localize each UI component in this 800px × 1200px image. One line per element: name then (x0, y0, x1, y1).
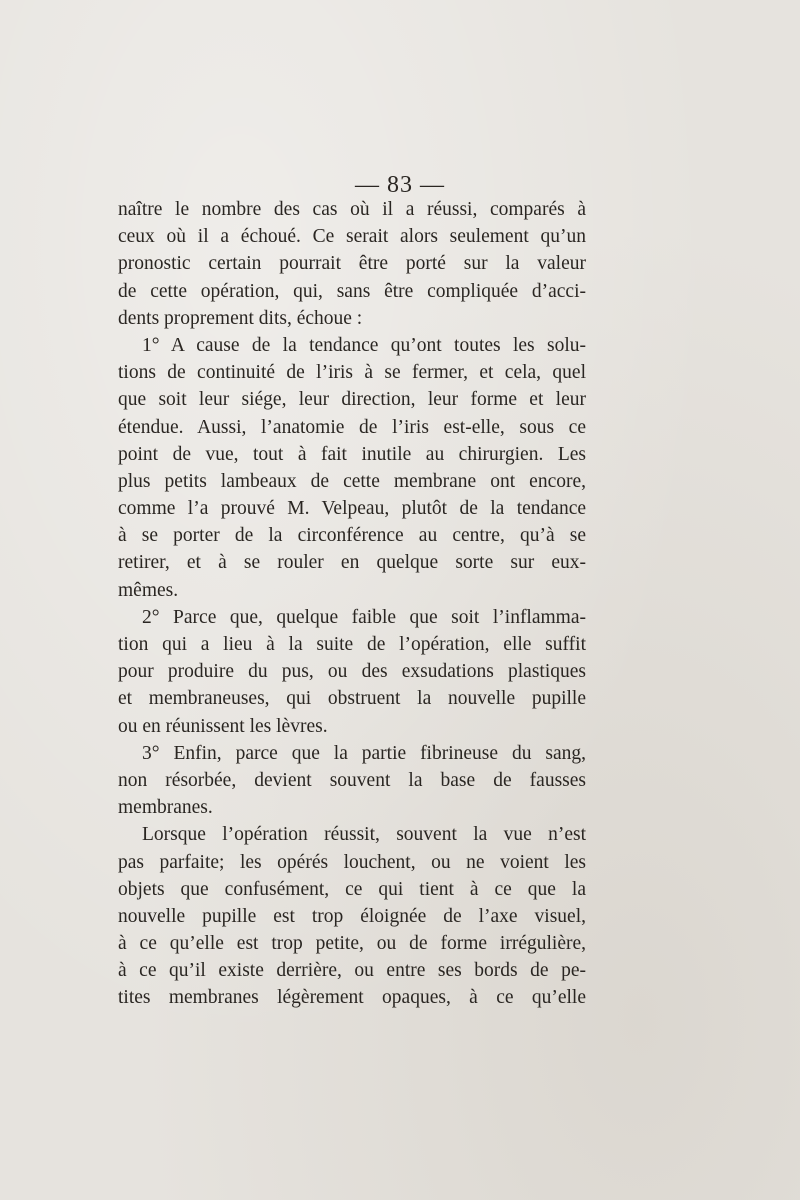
text-line: tites membranes légèrement opaques, à ce qu’elle (118, 987, 586, 1009)
text-line: nouvelle pupille est trop éloignée de l’axe visuel, (118, 905, 586, 927)
text-line: retirer, et à se rouler en quelque sorte sur eux- (118, 552, 586, 574)
text-line: de cette opération, qui, sans être compliquée d’acci- (118, 280, 586, 302)
text-line: pas parfaite; les opérés louchent, ou ne voient les (118, 851, 586, 873)
text-line: point de vue, tout à fait inutile au chirurgien. Les (118, 443, 586, 465)
text-line: non résorbée, devient souvent la base de fausses (118, 769, 586, 791)
text-line: à se porter de la circonférence au centre, qu’à se (118, 525, 586, 547)
text-line: pour produire du pus, ou des exsudations plastiques (118, 661, 586, 683)
text-line: que soit leur siége, leur direction, leur forme et leur (118, 389, 586, 411)
text-line: 3° Enfin, parce que la partie fibrineuse du sang, (142, 742, 586, 764)
text-line: tions de continuité de l’iris à se fermer, et cela, quel (118, 362, 586, 384)
text-line: ou en réunissent les lèvres. (118, 715, 328, 737)
text-line: mêmes. (118, 579, 179, 601)
page-number: — 83 — (355, 172, 445, 198)
text-line: objets que confusément, ce qui tient à ce que la (118, 878, 586, 900)
text-line: et membraneuses, qui obstruent la nouvelle pupille (118, 688, 586, 710)
text-line: membranes. (118, 797, 213, 819)
body-text (118, 196, 586, 1012)
text-line: à ce qu’elle est trop petite, ou de forme irrégulière, (118, 933, 586, 955)
text-line: dents proprement dits, échoue : (118, 307, 363, 329)
text-line: ceux où il a échoué. Ce serait alors seulement qu’un (118, 226, 586, 248)
text-line: comme l’a prouvé M. Velpeau, plutôt de la tendance (118, 498, 586, 520)
text-line: étendue. Aussi, l’anatomie de l’iris est-elle, sous ce (118, 416, 586, 438)
text-line: Lorsque l’opération réussit, souvent la vue n’est (142, 824, 586, 846)
text-line: naître le nombre des cas où il a réussi, comparés à (118, 199, 586, 220)
text-line: 1° A cause de la tendance qu’ont toutes les solu- (142, 334, 586, 356)
text-line: 2° Parce que, quelque faible que soit l’inflamma- (142, 606, 586, 628)
text-line: tion qui a lieu à la suite de l’opération, elle suffit (118, 634, 586, 655)
text-line: à ce qu’il existe derrière, ou entre ses bords de pe- (118, 960, 586, 982)
text-line: pronostic certain pourrait être porté sur la valeur (118, 253, 586, 275)
text-line: plus petits lambeaux de cette membrane ont encore, (118, 470, 586, 492)
